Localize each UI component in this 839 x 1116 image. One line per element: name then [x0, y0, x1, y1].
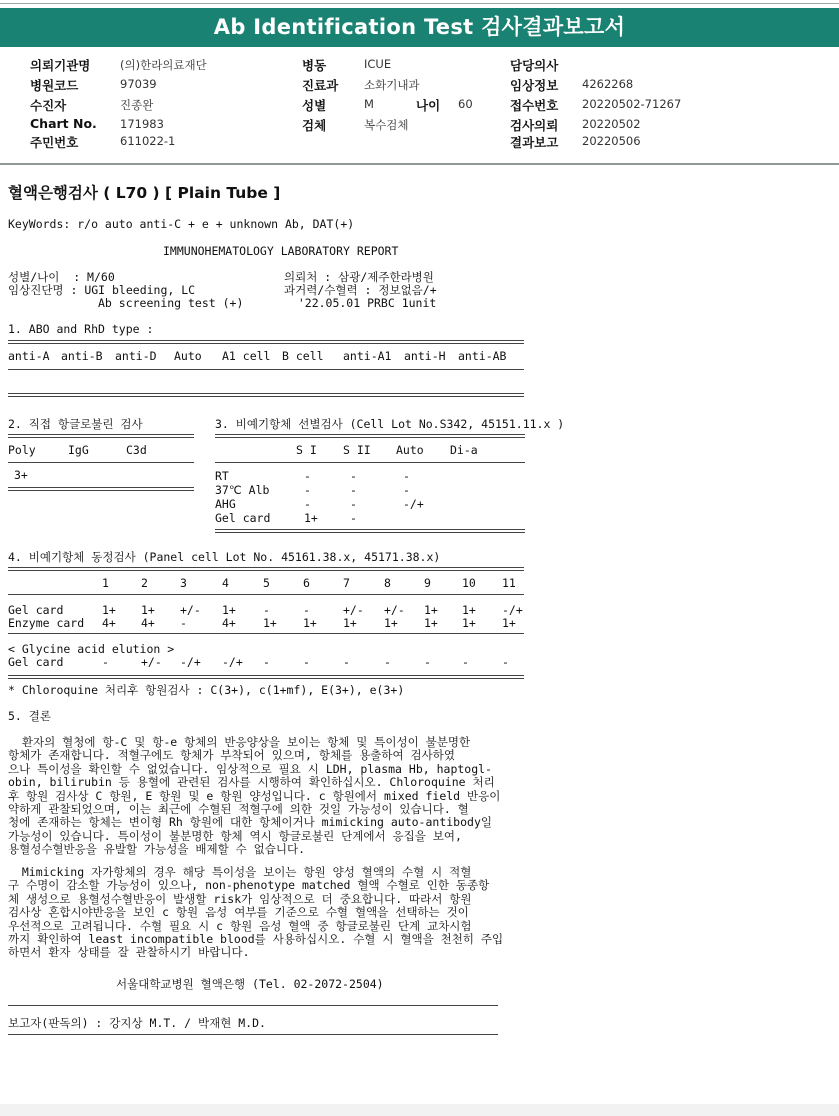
- panel-header: 4: [222, 576, 229, 590]
- dat-title: 2. 직접 항글로불린 검사: [8, 417, 143, 431]
- panel-header: 2: [141, 576, 148, 590]
- rule: [215, 434, 525, 438]
- panel-header: 10: [462, 576, 476, 590]
- screen-header: S I: [296, 443, 317, 457]
- screen-cell: -: [350, 497, 357, 511]
- panel-cell: 1+: [462, 616, 476, 630]
- reporter-line: 보고자(판독의) : 강지상 M.T. / 박재현 M.D.: [8, 1016, 266, 1030]
- dat-header: Poly: [8, 443, 36, 457]
- value-age: 60: [458, 97, 473, 111]
- elution-cell: -: [462, 655, 469, 669]
- rule: [8, 340, 524, 344]
- abo-header: Auto: [174, 349, 202, 363]
- meta-referrer: 의뢰처 : 삼광/제주한라병원: [284, 270, 434, 284]
- screen-cell: -: [403, 483, 410, 497]
- screen-cell: -: [350, 469, 357, 483]
- conclusion-line: 가능성이 있습니다. 특이성이 불분명한 항체 역시 항글로불린 단계에서 응집을 보여,: [8, 828, 462, 843]
- value-sex: M: [364, 97, 374, 111]
- lab-report-title: IMMUNOHEMATOLOGY LABORATORY REPORT: [163, 244, 399, 258]
- rule: [8, 434, 194, 438]
- abo-header: B cell: [282, 349, 324, 363]
- panel-header: 9: [424, 576, 431, 590]
- value-report-date: 20220506: [582, 134, 641, 148]
- report-title: Ab Identification Test 검사결과보고서: [0, 8, 839, 47]
- panel-cell: +/-: [384, 603, 405, 617]
- dat-header: C3d: [126, 443, 147, 457]
- value-patient-name: 진종완: [120, 98, 154, 112]
- panel-cell: 4+: [102, 616, 116, 630]
- institution-contact: 서울대학교병원 혈액은행 (Tel. 02-2072-2504): [116, 977, 384, 991]
- conclusion-line: 우선적으로 고려됩니다. 수혈 필요 시 c 항원 음성 혈액 중 항글로불린 단계 교차시험: [8, 918, 472, 933]
- screen-cell: -: [304, 497, 311, 511]
- conclusion-line: 청에 존재하는 항체는 변이형 Rh 항원에 대한 항체이거나 mimicking auto-antibody일: [8, 815, 492, 830]
- elution-title: < Glycine acid elution >: [8, 642, 175, 656]
- panel-cell: 1+: [343, 616, 357, 630]
- screen-row-label: AHG: [215, 497, 236, 511]
- rule: [8, 594, 524, 595]
- elution-cell: -: [384, 655, 391, 669]
- conclusion-line: 환자의 혈청에 항-C 및 항-e 항체의 반응양상을 보이는 항체 및 특이성이 불분명한: [8, 735, 471, 749]
- conclusion-line: Mimicking 자가항체의 경우 해당 특이성을 보이는 항원 양성 혈액의 수혈 시 적혈: [8, 865, 472, 879]
- meta-diagnosis-cont: Ab screening test (+): [8, 296, 244, 310]
- rule: [8, 369, 524, 370]
- screen-cell: -/+: [403, 497, 424, 511]
- conclusion-line: obin, bilirubin 등 용혈에 관련된 검사를 시행하여 확인하십시오. Chloroquine 처리: [8, 775, 495, 790]
- conclusion-line: 항체가 존재합니다. 적혈구에도 항체가 부착되어 있으며, 항체를 용출하여 검사하였: [8, 748, 455, 763]
- value-requesting-institution: (의)한라의료재단: [120, 58, 207, 72]
- panel-cell: -: [263, 603, 270, 617]
- conclusion-line: 후 항원 검사상 C 항원, E 항원 및 e 항원 양성입니다. c 항원에서 mixed field 반응이: [8, 788, 501, 803]
- rule: [215, 529, 525, 533]
- panel-cell: +/-: [343, 603, 364, 617]
- panel-cell: -: [180, 616, 187, 630]
- meta-history-cont: '22.05.01 PRBC 1unit: [284, 296, 437, 310]
- rule: [8, 462, 194, 463]
- value-chart-no: 171983: [120, 117, 164, 131]
- elution-cell: -: [102, 655, 109, 669]
- rule: [8, 1034, 498, 1035]
- panel-header: 3: [180, 576, 187, 590]
- value-request-date: 20220502: [582, 117, 641, 131]
- label-age: 나이: [416, 98, 441, 113]
- meta-history: 과거력/수혈력 : 정보없음/+: [284, 283, 437, 297]
- elution-cell: -/+: [222, 655, 243, 669]
- panel-cell: 1+: [222, 603, 236, 617]
- top-border: [0, 3, 839, 4]
- dat-value: 3+: [14, 468, 28, 482]
- elution-cell: -: [263, 655, 270, 669]
- conclusion-line: 검사상 혼합시야반응을 보인 c 항원 음성 여부를 기준으로 수혈 혈액을 선택하는 것이: [8, 905, 469, 920]
- rule: [8, 633, 524, 634]
- label-resident-number: 주민번호: [30, 135, 79, 150]
- screen-cell: -: [403, 469, 410, 483]
- abo-header: A1 cell: [222, 349, 271, 363]
- label-specimen: 검체: [302, 118, 327, 133]
- abo-header: anti-A: [8, 349, 50, 363]
- label-patient-name: 수진자: [30, 98, 67, 113]
- rule: [8, 567, 524, 571]
- abo-header: anti-D: [115, 349, 157, 363]
- rule: [8, 675, 524, 679]
- panel-header: 5: [263, 576, 270, 590]
- screen-cell: 1+: [304, 511, 318, 525]
- panel-cell: 1+: [424, 603, 438, 617]
- panel-header: 6: [303, 576, 310, 590]
- label-department: 진료과: [302, 78, 339, 93]
- label-attending-physician: 담당의사: [510, 58, 559, 73]
- panel-cell: 1+: [462, 603, 476, 617]
- conclusion-line: 구 수명이 감소할 가능성이 있으나, non-phenotype matched 혈액 수혈로 인한 동종항: [8, 878, 490, 893]
- elution-row-label: Gel card: [8, 655, 64, 669]
- panel-cell: 1+: [141, 603, 155, 617]
- rule: [8, 1005, 498, 1006]
- elution-cell: -: [424, 655, 431, 669]
- panel-cell: 4+: [222, 616, 236, 630]
- dat-header: IgG: [68, 443, 89, 457]
- conclusion-line: 약하게 관찰되었으며, 이는 최근에 수혈된 적혈구에 의한 것일 가능성이 있습니다. 혈: [8, 802, 469, 816]
- conclusion-title: 5. 결론: [8, 709, 51, 723]
- section-title: 혈액은행검사 ( L70 ) [ Plain Tube ]: [8, 184, 281, 202]
- conclusion-line: 으나 특이성을 확인할 수 없었습니다. 임상적으로 필요 시 LDH, plasma Hb, haptogl-: [8, 761, 492, 776]
- panel-header: 1: [102, 576, 109, 590]
- screen-cell: -: [350, 483, 357, 497]
- panel-cell: +/-: [180, 603, 201, 617]
- conclusion-line: 하면서 환자 상태를 잘 관찰하시기 바랍니다.: [8, 945, 250, 960]
- chloroquine-note: * Chloroquine 처리후 항원검사 : C(3+), c(1+mf), E(3+), e(3+): [8, 683, 405, 697]
- panel-cell: 1+: [263, 616, 277, 630]
- label-ward: 병동: [302, 58, 327, 73]
- value-clinical-info: 4262268: [582, 77, 634, 91]
- info-separator: [0, 163, 839, 165]
- label-accession-number: 접수번호: [510, 98, 559, 113]
- label-report-date: 결과보고: [510, 135, 559, 150]
- patient-info-block: [0, 47, 839, 159]
- panel-header: 11: [502, 576, 516, 590]
- panel-cell: 1+: [384, 616, 398, 630]
- panel-cell: 1+: [502, 616, 516, 630]
- meta-diagnosis: 임상진단명 : UGI bleeding, LC: [8, 283, 196, 297]
- panel-row-label: Enzyme card: [8, 616, 85, 630]
- conclusion-line: 체 생성으로 용혈성수혈반응이 발생할 risk가 임상적으로 더 중요합니다. 따라서 항원: [8, 891, 472, 906]
- label-hospital-code: 병원코드: [30, 78, 79, 93]
- abo-header: anti-AB: [458, 349, 507, 363]
- value-accession-number: 20220502-71267: [582, 97, 682, 111]
- panel-cell: 1+: [102, 603, 116, 617]
- label-requesting-institution: 의뢰기관명: [30, 58, 91, 73]
- panel-header: 7: [343, 576, 350, 590]
- panel-header: 8: [384, 576, 391, 590]
- screen-cell: -: [350, 511, 357, 525]
- screen-row-label: RT: [215, 469, 229, 483]
- screen-cell: -: [304, 469, 311, 483]
- keywords-line: KeyWords: r/o auto anti-C + e + unknown Ab, DAT(+): [8, 217, 355, 231]
- screen-header: Di-a: [450, 443, 478, 457]
- rule: [8, 393, 524, 397]
- rule: [215, 462, 525, 463]
- elution-cell: -: [502, 655, 509, 669]
- panel-cell: 1+: [424, 616, 438, 630]
- panel-row-label: Gel card: [8, 603, 64, 617]
- meta-sex-age: 성별/나이 : M/60: [8, 270, 115, 284]
- elution-cell: -: [343, 655, 350, 669]
- abo-header: anti-A1: [343, 349, 392, 363]
- label-chart-no: Chart No.: [30, 116, 97, 131]
- conclusion-line: 까지 확인하여 least incompatible blood를 사용하십시오. 수혈 시 혈액을 천천히 주입: [8, 932, 504, 946]
- label-clinical-info: 임상정보: [510, 78, 559, 93]
- conclusion-line: 용혈성수혈반응을 유발할 가능성을 배제할 수 없습니다.: [8, 842, 306, 857]
- label-sex: 성별: [302, 98, 327, 113]
- rule: [8, 487, 194, 491]
- value-specimen: 복수검체: [364, 118, 409, 132]
- screen-header: S II: [343, 443, 371, 457]
- elution-cell: -: [303, 655, 310, 669]
- value-department: 소화기내과: [364, 78, 420, 92]
- screen-cell: -: [304, 483, 311, 497]
- panel-cell: -: [303, 603, 310, 617]
- screen-header: Auto: [396, 443, 424, 457]
- value-ward: ICUE: [364, 57, 392, 71]
- panel-title: 4. 비예기항체 동정검사 (Panel cell Lot No. 45161.38.x, 45171.38.x): [8, 550, 441, 564]
- panel-cell: 1+: [303, 616, 317, 630]
- abo-title: 1. ABO and RhD type :: [8, 322, 154, 336]
- value-resident-number: 611022-1: [120, 134, 176, 148]
- elution-cell: -/+: [180, 655, 201, 669]
- screen-title: 3. 비예기항체 선별검사 (Cell Lot No.S342, 45151.11.x ): [215, 417, 565, 431]
- panel-cell: 4+: [141, 616, 155, 630]
- screen-row-label: Gel card: [215, 511, 271, 525]
- abo-header: anti-B: [61, 349, 103, 363]
- abo-header: anti-H: [404, 349, 446, 363]
- panel-cell: -/+: [502, 603, 523, 617]
- screen-row-label: 37℃ Alb: [215, 483, 270, 497]
- value-hospital-code: 97039: [120, 77, 157, 91]
- elution-cell: +/-: [141, 655, 162, 669]
- label-request-date: 검사의뢰: [510, 118, 559, 133]
